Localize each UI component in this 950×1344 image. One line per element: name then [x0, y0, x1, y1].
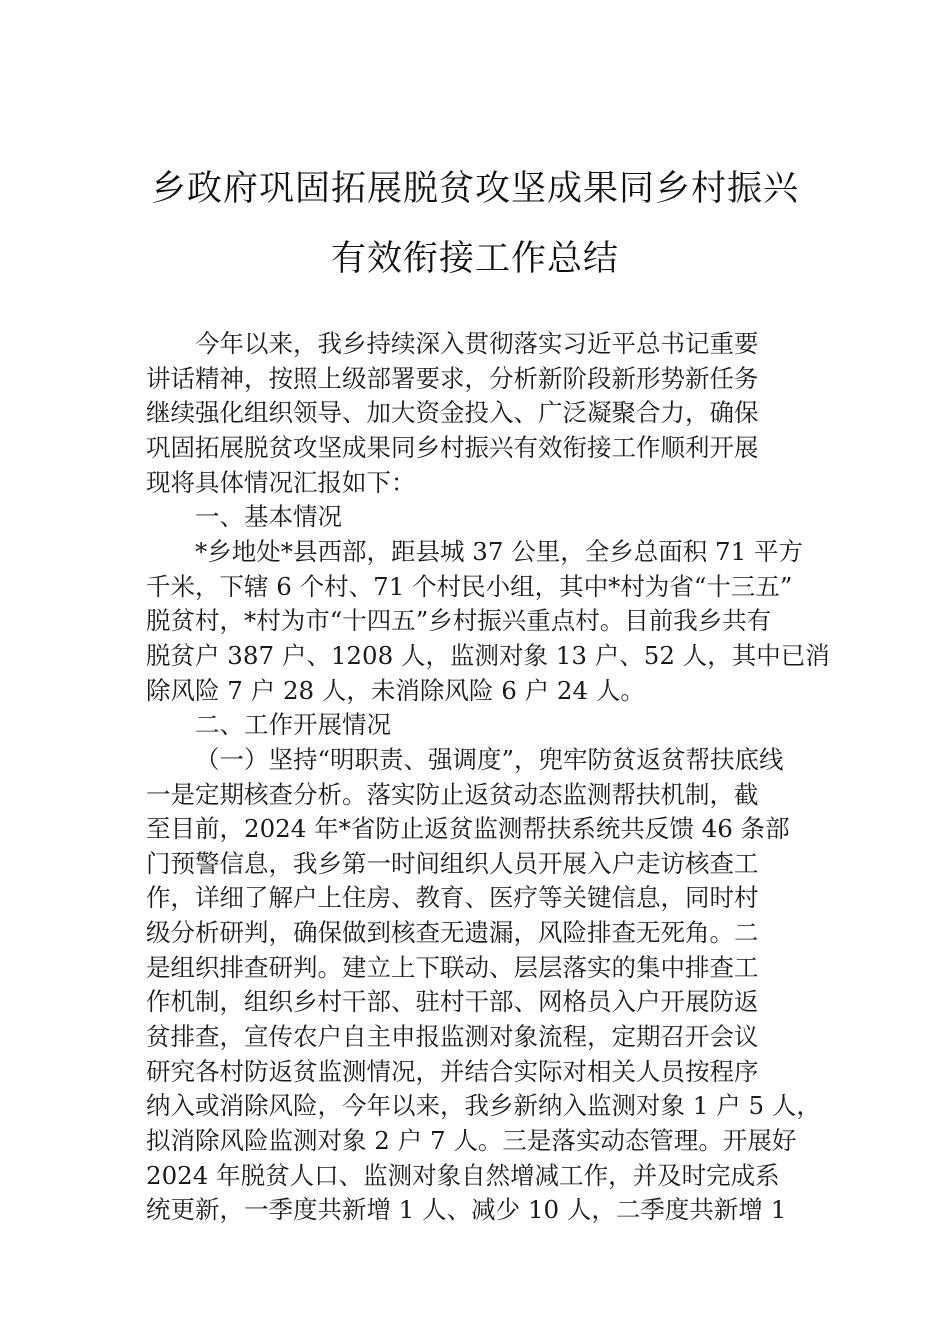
body-text-line: 现将具体情况汇报如下： [146, 467, 416, 497]
body-text-line: 巩固拓展脱贫攻坚成果同乡村振兴有效衔接工作顺利开展 [146, 432, 759, 462]
section-heading: 一、基本情况 [195, 502, 342, 532]
body-text-line: 至目前，2024 年*省防止返贫监测帮扶系统共反馈 46 条部 [146, 814, 790, 844]
body-text-line: 除风险 7 户 28 人，未消除风险 6 户 24 人。 [146, 675, 645, 705]
body-text-line: 今年以来，我乡持续深入贯彻落实习近平总书记重要 [195, 329, 759, 358]
body-text-line: 作，详细了解户上住房、教育、医疗等关键信息，同时村 [146, 883, 759, 913]
body-text-line: 脱贫村，*村为市“十四五”乡村振兴重点村。目前我乡共有 [146, 606, 772, 636]
body-text-line: 讲话精神，按照上级部署要求，分析新阶段新形势新任务 [146, 363, 759, 393]
body-text-line: 级分析研判，确保做到核查无遗漏，风险排查无死角。二 [146, 918, 759, 947]
body-text-line: 门预警信息，我乡第一时间组织人员开展入户走访核查工 [146, 848, 759, 878]
document-title-line-1: 乡政府巩固拓展脱贫攻坚成果同乡村振兴 [150, 169, 799, 209]
body-text-line: 是组织排查研判。建立上下联动、层层落实的集中排查工 [146, 952, 759, 982]
body-text-line: 统更新，一季度共新增 1 人、减少 10 人，二季度共新增 1 [146, 1195, 787, 1225]
section-heading: 二、工作开展情况 [195, 710, 391, 740]
body-text-line: *乡地处*县西部，距县城 37 公里，全乡总面积 71 平方 [195, 536, 803, 566]
body-text-line: 研究各村防返贫监测情况，并结合实际对相关人员按程序 [146, 1056, 759, 1086]
body-text-line: 纳入或消除风险，今年以来，我乡新纳入监测对象 1 户 5 人， [146, 1091, 821, 1121]
body-text-line: 作机制，组织乡村干部、驻村干部、网格员入户开展防返 [146, 987, 759, 1017]
body-text-line: 2024 年脱贫人口、监测对象自然增减工作，并及时完成系 [146, 1160, 780, 1190]
body-text-line: 拟消除风险监测对象 2 户 7 人。三是落实动态管理。开展好 [146, 1125, 797, 1155]
body-text-line: 贫排查，宣传农户自主申报监测对象流程，定期召开会议 [146, 1022, 759, 1051]
document-title-line-2: 有效衔接工作总结 [330, 239, 619, 279]
body-text-line: （一）坚持“明职责、强调度”，兜牢防贫返贫帮扶底线 [195, 744, 784, 774]
body-text-line: 千米，下辖 6 个村、71 个村民小组，其中*村为省“十三五” [146, 571, 793, 601]
body-text-line: 脱贫户 387 户、1208 人，监测对象 13 户、52 人，其中已消 [146, 640, 830, 670]
body-text-line: 一是定期核查分析。落实防止返贫动态监测帮扶机制，截 [146, 779, 759, 809]
body-text-line: 继续强化组织领导、加大资金投入、广泛凝聚合力，确保 [146, 398, 759, 428]
